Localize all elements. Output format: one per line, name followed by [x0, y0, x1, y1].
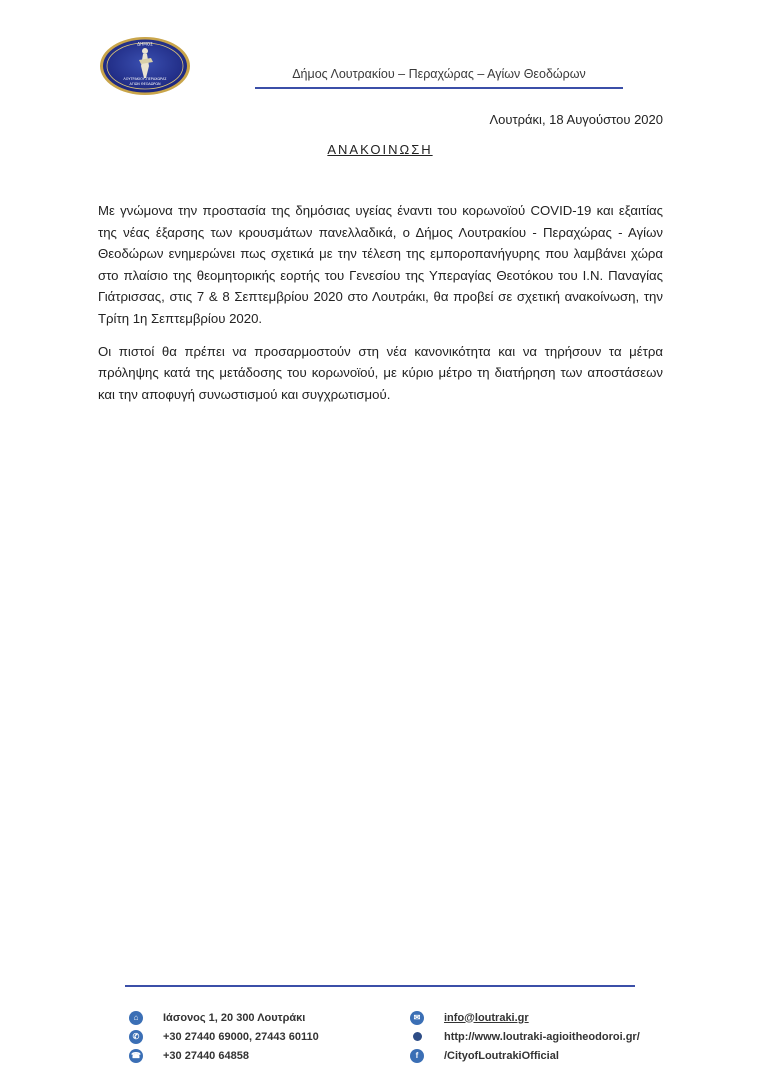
- footer-email-link[interactable]: info@loutraki.gr: [444, 1011, 529, 1024]
- svg-text:ΛΟΥΤΡΑΚΙΟΥ-ΠΕΡΑΧΩΡΑΣ: ΛΟΥΤΡΑΚΙΟΥ-ΠΕΡΑΧΩΡΑΣ: [123, 77, 167, 81]
- document-date: Λουτράκι, 18 Αυγούστου 2020: [489, 112, 663, 127]
- footer-website-link[interactable]: http://www.loutraki-agioitheodoroi.gr/: [444, 1030, 640, 1043]
- footer-phone: +30 27440 69000, 27443 60110: [163, 1030, 319, 1043]
- announcement-title: ΑΝΑΚΟΙΝΩΣΗ: [327, 142, 433, 157]
- svg-text:ΑΓΙΩΝ ΘΕΟΔΩΡΩΝ: ΑΓΙΩΝ ΘΕΟΔΩΡΩΝ: [129, 82, 161, 86]
- facebook-icon: f: [410, 1049, 424, 1063]
- phone-icon: ✆: [129, 1030, 143, 1044]
- footer-facebook-link[interactable]: /CityofLoutrakiOfficial: [444, 1049, 559, 1062]
- home-icon: ⌂: [129, 1011, 143, 1025]
- announcement-body: [98, 200, 663, 416]
- paragraph: Οι πιστοί θα πρέπει να προσαρμοστούν στη νέα κανονικότητα και να τηρήσουν τα μέτρα πρόληψης κατά της μετάδοσης του κορωνοϊού, με κύριο μέτρο τη διατήρηση των αποστάσεων και την αποφυγή συνωστισμού και συγχρωτισμού.: [98, 343, 663, 402]
- email-icon: ✉: [410, 1011, 424, 1025]
- globe-icon: [413, 1032, 422, 1041]
- fax-icon: ☎: [129, 1049, 143, 1063]
- municipality-logo: [99, 36, 191, 96]
- logo-top-text: ΔΗΜΟΣ: [137, 41, 153, 47]
- footer-contact-left: [129, 1008, 319, 1065]
- footer-divider: [125, 985, 635, 987]
- footer-contact-right: [410, 1008, 640, 1065]
- paragraph: Με γνώμονα την προστασία της δημόσιας υγείας έναντι του κορωνοϊού COVID-19 και εξαιτίας της νέας έξαρσης των κρουσμάτων πανελλαδικά, ο Δήμος Λουτρακίου - Περαχώρας - Αγίων Θεοδώρων ενημερώνει πως σχετικά με την τέλεση της εμποροπανήγυρης που λαμβάνει χώρα στο πλαίσιο της θεομητορικής εορτής του Γενεσίου της Υπεραγίας Θεοτόκου του Ι.Ν. Παναγίας Γιάτρισσας, στις 7 & 8 Σεπτεμβρίου 2020 στο Λουτράκι, θα προβεί σε σχετική ανακοίνωση, την Τρίτη 1η Σεπτεμβρίου 2020.: [98, 203, 663, 326]
- footer-address: Ιάσονος 1, 20 300 Λουτράκι: [163, 1011, 306, 1024]
- header-divider: [255, 87, 623, 89]
- header-title: Δήμος Λουτρακίου – Περαχώρας – Αγίων Θεοδώρων: [292, 67, 586, 81]
- footer-fax: +30 27440 64858: [163, 1049, 249, 1062]
